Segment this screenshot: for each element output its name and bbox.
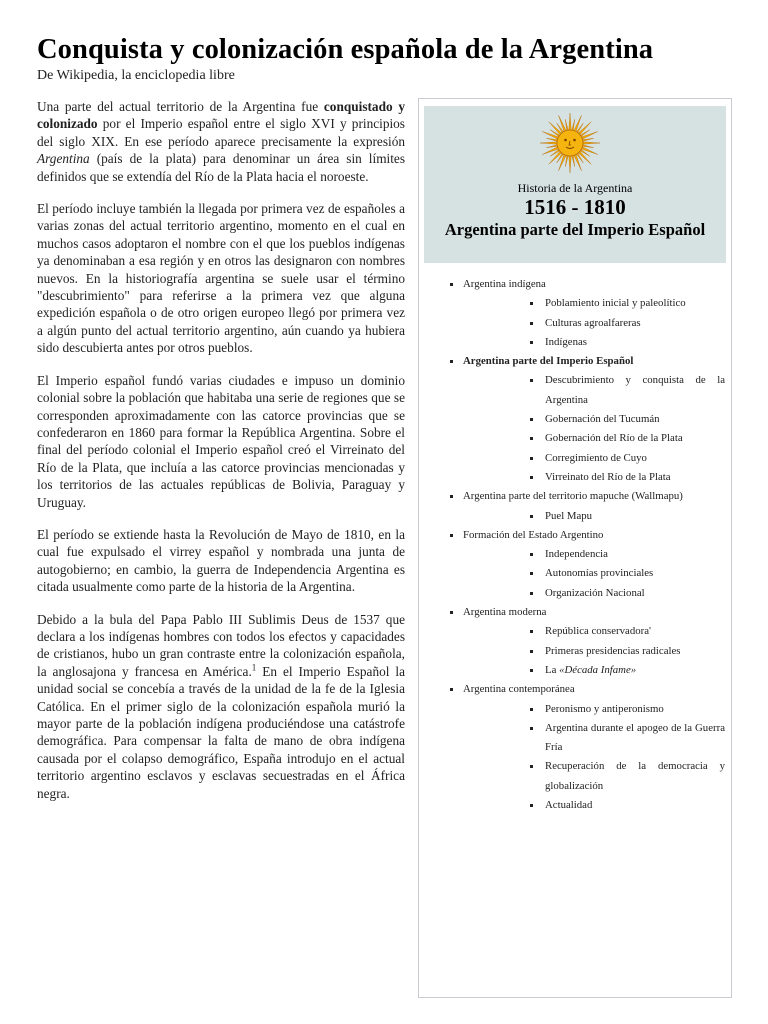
p1-text-a: Una parte del actual territorio de la Argentina fue	[37, 99, 324, 114]
section-item[interactable]	[419, 526, 731, 603]
infobox-title: Argentina parte del Imperio Español	[444, 220, 706, 239]
subsection-item[interactable]: Indígenas	[463, 333, 731, 352]
subsection-item[interactable]: Independencia	[463, 545, 731, 564]
section-item[interactable]	[419, 487, 731, 526]
subsection-item[interactable]: Organización Nacional	[463, 584, 731, 603]
subsection-item[interactable]: Peronismo y antiperonismo	[463, 700, 731, 719]
section-link[interactable]: Argentina parte del territorio mapuche (Wallmapu)	[463, 490, 683, 503]
subsection-item[interactable]: Puel Mapu	[463, 507, 731, 526]
p1-text-c: por el Imperio español entre el siglo XVI y principios del siglo XIX. En ese período aparece precisamente la expresión	[37, 116, 405, 149]
subsection-italic[interactable]: «Década Infame»	[559, 663, 637, 676]
section-item[interactable]	[419, 275, 731, 352]
section-item[interactable]	[419, 603, 731, 680]
subsection-item[interactable]: Recuperación de la democracia y globalización	[463, 757, 731, 796]
section-link[interactable]: Argentina moderna	[463, 606, 547, 619]
subsection-item[interactable]: Gobernación del Río de la Plata	[463, 429, 731, 448]
p5-text-a: Debido a la bula del Papa Pablo III Sublimis Deus de 1537 que declara a los indígenas hombres con todos los efectos y capacidades de cristianos, hubo un gran contraste entre la colonización española, la anglosajona y francesa en América.	[37, 611, 405, 679]
paragraph-1	[37, 98, 405, 185]
infobox	[418, 98, 732, 998]
subsection-item[interactable]: Primeras presidencias radicales	[463, 642, 731, 661]
subsection-item[interactable]: República conservadora'	[463, 622, 731, 641]
subsection-item[interactable]: Gobernación del Tucumán	[463, 410, 731, 429]
section-current-label: Argentina parte del Imperio Español	[463, 355, 634, 368]
infobox-header	[424, 106, 726, 263]
subsection-item[interactable]: Argentina durante el apogeo de la Guerra Fría	[463, 719, 731, 758]
infobox-years: 1516 - 1810	[524, 195, 626, 219]
article-body	[37, 98, 405, 817]
page-subtitle: De Wikipedia, la enciclopedia libre	[37, 68, 235, 83]
page-title: Conquista y colonización española de la Argentina	[37, 34, 654, 65]
subsection-item[interactable]: Descubrimiento y conquista de la Argentina	[463, 371, 731, 410]
paragraph-2: El período incluye también la llegada por primera vez de españoles a varias zonas del actual territorio argentino, momento en el cual en muchos casos adoptaron el nombre con el que los pueblos indígenas ya denominaban a esa región y en otros las designaron con nombres nuevos. En la historiografía argentina se suele usar el término "descubrimiento" para referirse a la primera vez que alguna expedición española o de otro origen europeo llegó por primera vez a algún punto del actual territorio argentino, aún cuando ya hubiera sido descubierta antes por otros pueblos.	[37, 201, 405, 356]
paragraph-4: El período se extiende hasta la Revolución de Mayo de 1810, en la cual fue expulsado el virrey español y nombrada una junta de autogobierno; en cambio, la guerra de Independencia Argentina es citada usualmente como parte de la historia de la Argentina.	[37, 526, 405, 595]
footnote-ref[interactable]: 1	[251, 662, 257, 673]
subsection-item[interactable]: Autonomías provinciales	[463, 564, 731, 583]
subsection-item[interactable]: Poblamiento inicial y paleolítico	[463, 294, 731, 313]
section-item[interactable]	[419, 680, 731, 815]
paragraph-5	[37, 611, 405, 802]
p5-text-b: En el Imperio Español la unidad social se concebía a través de la unidad de la fe de la Iglesia Católica. En el primer siglo de la colonización española murió la mayor parte de la población indígena produciéndose una catástrofe demográfica. Para compensar la falta de mano de obra indígena causada por el colapso demográfico, España introdujo en el actual territorio argentino esclavos y esclavas secuestradas en el África negra.	[37, 663, 405, 801]
p1-bold-term: conquistado y colonizado	[37, 99, 405, 132]
p1-italic-term: Argentina	[37, 151, 90, 167]
subsection-item[interactable]: Virreinato del Río de la Plata	[463, 468, 731, 487]
section-item-current[interactable]	[419, 352, 731, 487]
subsection-prefix: La	[545, 663, 560, 676]
paragraph-3: El Imperio español fundó varias ciudades e impuso un dominio colonial sobre la población que habitaba una serie de regiones que se corresponden aproximadamente con las catorce provincias que se confederaron en 1860 para formar la República Argentina. Sobre el final del período colonial el Imperio español creó el Virreinato del Río de la Plata, que incluía a las catorce provincias mencionadas y los territorios de las actuales repúblicas de Bolivia, Paraguay y Uruguay.	[37, 372, 405, 510]
p1-text-e: (país de la plata) para denominar un área sin límites definidos que se extendía del Río de la Plata hacia el noroeste.	[37, 151, 405, 184]
sun-of-may-icon	[539, 110, 601, 176]
subsection-item[interactable]: Culturas agroalfareras	[463, 314, 731, 333]
subsection-item[interactable]: Corregimiento de Cuyo	[463, 449, 731, 468]
subsection-item[interactable]	[463, 661, 731, 680]
infobox-nav-list	[419, 275, 731, 815]
section-link[interactable]: Argentina indígena	[463, 278, 546, 290]
infobox-series[interactable]: Historia de la Argentina	[517, 181, 633, 195]
subsection-item[interactable]: Actualidad	[463, 796, 731, 815]
section-link[interactable]: Argentina contemporánea	[463, 683, 575, 696]
section-link[interactable]: Formación del Estado Argentino	[463, 528, 604, 541]
